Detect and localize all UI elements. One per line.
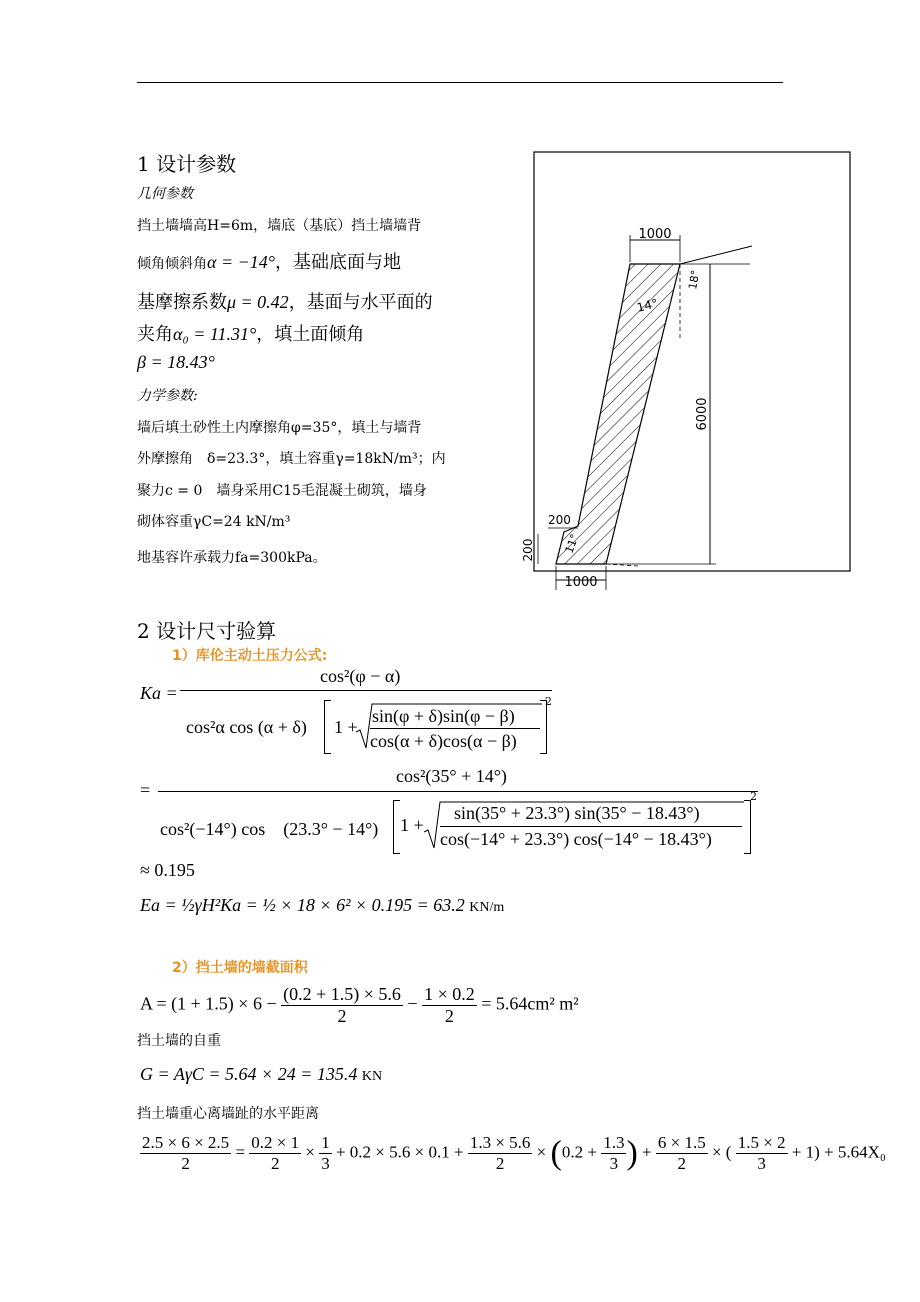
c-paren-close: ) bbox=[626, 1134, 638, 1172]
geom-label: 几何参数 bbox=[137, 186, 193, 202]
c-f7-num: 1.5 × 2 bbox=[737, 1133, 786, 1152]
sub2-heading: 2）挡土墙的墙截面积 bbox=[172, 960, 308, 976]
geom-line2b: ，基础底面与地 bbox=[274, 252, 401, 273]
section2-title: 2 设计尺寸验算 bbox=[137, 619, 277, 643]
kv-eq: = bbox=[140, 780, 151, 800]
c-f5-num: 1.3 bbox=[603, 1133, 625, 1152]
ka-root-den: cos(α + δ)cos(α − β) bbox=[370, 731, 517, 751]
geom-line1: 挡土墙墙高H=6m，墙底（基底）挡土墙墙背 bbox=[137, 218, 422, 234]
c-paren-in: 0.2 + bbox=[561, 1142, 597, 1162]
area-frac1-num: (0.2 + 1.5) × 5.6 bbox=[283, 984, 401, 1004]
c-frac5 bbox=[601, 1133, 626, 1174]
ka-one-plus: 1 + bbox=[334, 717, 358, 737]
c-frac2 bbox=[249, 1133, 301, 1174]
geom-line4 bbox=[137, 320, 364, 346]
geom-line4b: ，填土面倾角 bbox=[256, 324, 365, 345]
kv-one-plus: 1 + bbox=[400, 815, 424, 835]
c-tail: + 1) + 5.64X₀ bbox=[791, 1142, 886, 1162]
mech-line4: 砌体容重γC=24 kN/m³ bbox=[137, 514, 291, 530]
kv-root-num: sin(35° + 23.3°) sin(35° − 18.43°) bbox=[454, 803, 700, 823]
backfill-slope bbox=[680, 246, 752, 264]
c-frac4 bbox=[468, 1133, 533, 1174]
c-f4-num: 1.3 × 5.6 bbox=[469, 1133, 531, 1152]
kv-root-den: cos(−14° + 23.3°) cos(−14° − 18.43°) bbox=[440, 829, 712, 849]
ea-expr: Ea = ½γH²Ka = ½ × 18 × 6² × 0.195 = 63.2 bbox=[140, 895, 465, 915]
dim-toe-h-label: 200 bbox=[521, 538, 535, 562]
ka-fraction-bar bbox=[180, 690, 552, 691]
kv-bracket-left bbox=[393, 800, 400, 854]
kv-root-bar bbox=[440, 826, 742, 827]
area-frac2-num: 1 × 0.2 bbox=[424, 984, 475, 1004]
area-result: = 5.64cm² m² bbox=[481, 993, 579, 1014]
area-frac2 bbox=[422, 984, 477, 1027]
geom-line3b: ，基面与水平面的 bbox=[288, 292, 433, 313]
mech-line3: 聚力c = 0 墙身采用C15毛混凝土砌筑，墙身 bbox=[137, 483, 427, 499]
alpha0-expr: α₀ = 11.31° bbox=[173, 324, 257, 344]
centroid-label: 挡土墙重心离墙趾的水平距离 bbox=[137, 1106, 319, 1122]
dim-height-label: 6000 bbox=[695, 397, 710, 431]
ka-root-bar bbox=[370, 728, 540, 729]
c-mid: + 0.2 × 5.6 × 0.1 + bbox=[335, 1142, 464, 1162]
geom-line2a: 倾角倾斜角 bbox=[137, 256, 207, 272]
self-weight-label: 挡土墙的自重 bbox=[137, 1033, 221, 1049]
c-f3-num: 1 bbox=[321, 1133, 330, 1152]
area-expr-a: A = (1 + 1.5) × 6 − bbox=[140, 993, 277, 1014]
ka-root-num: sin(φ + δ)sin(φ − β) bbox=[372, 706, 515, 726]
mech-line2: 外摩擦角 δ=23.3°，填土容重γ=18kN/m³；内 bbox=[137, 451, 446, 467]
mech-line1: 墙后填土砂性土内摩擦角φ=35°，填土与墙背 bbox=[137, 420, 422, 436]
geom-line3a: 基摩擦系数 bbox=[137, 292, 227, 313]
ea-line bbox=[140, 895, 504, 916]
c-f7-den: 3 bbox=[757, 1154, 766, 1173]
geom-line2 bbox=[137, 248, 401, 274]
geom-line3 bbox=[137, 288, 433, 314]
section1-title: 1 设计参数 bbox=[137, 152, 237, 176]
angle-base-label: 11° bbox=[562, 532, 582, 556]
c-f2-den: 2 bbox=[270, 1154, 280, 1173]
angle-top-label: 18° bbox=[686, 269, 703, 291]
dim-bottom-label: 1000 bbox=[564, 575, 598, 590]
c-f6-den: 2 bbox=[677, 1154, 687, 1173]
c-f1-num: 2.5 × 6 × 2.5 bbox=[142, 1133, 230, 1152]
ka-square: 2 bbox=[545, 695, 552, 708]
dim-top-label: 1000 bbox=[638, 227, 672, 242]
angle-back-label: 14° bbox=[635, 296, 660, 315]
g-unit: KN bbox=[361, 1069, 383, 1084]
beta-expr: β = 18.43° bbox=[137, 352, 215, 372]
geom-line4a: 夹角 bbox=[137, 324, 173, 345]
area-minus: − bbox=[407, 993, 418, 1014]
c-f4-den: 2 bbox=[495, 1154, 505, 1173]
mu-expr: μ = 0.42 bbox=[227, 292, 289, 312]
ka-den-left: cos²α cos (α + δ) bbox=[186, 717, 307, 737]
kv-bracket-right bbox=[744, 800, 751, 854]
centroid-line bbox=[140, 1133, 886, 1174]
kv-fraction-bar bbox=[158, 791, 758, 792]
c-f6-num: 6 × 1.5 bbox=[657, 1133, 706, 1152]
c-eq: = bbox=[235, 1142, 246, 1162]
ka-result: ≈ 0.195 bbox=[140, 860, 195, 880]
c-f3-den: 3 bbox=[321, 1154, 330, 1173]
c-frac6 bbox=[656, 1133, 708, 1174]
retaining-wall-figure bbox=[520, 150, 852, 595]
c-plus: + bbox=[642, 1142, 652, 1162]
ka-bracket-left bbox=[324, 700, 331, 754]
dim-toe-w-label: 200 bbox=[548, 513, 571, 527]
header-rule bbox=[137, 82, 783, 83]
g-expr: G = AγC = 5.64 × 24 = 135.4 bbox=[140, 1064, 358, 1084]
c-times2: × bbox=[536, 1142, 547, 1162]
wall-section bbox=[556, 264, 680, 564]
sub1-heading: 1）库伦主动土压力公式: bbox=[172, 648, 328, 664]
c-frac3 bbox=[319, 1133, 332, 1174]
c-f2-num: 0.2 × 1 bbox=[251, 1133, 300, 1152]
area-line bbox=[140, 984, 579, 1027]
ka-symbol: Ka = bbox=[140, 683, 178, 703]
kv-den-left: cos²(−14°) cos (23.3° − 14°) bbox=[160, 819, 379, 839]
c-f1-den: 2 bbox=[181, 1154, 190, 1173]
mech-label: 力学参数: bbox=[137, 388, 198, 404]
alpha-expr: α = −14° bbox=[207, 252, 275, 272]
area-frac2-den: 2 bbox=[444, 1006, 454, 1026]
c-frac7 bbox=[736, 1133, 788, 1174]
ka-numerator: cos²(φ − α) bbox=[320, 666, 401, 686]
c-f5-den: 3 bbox=[609, 1154, 619, 1173]
area-frac1-den: 2 bbox=[337, 1006, 347, 1026]
c-times1: × bbox=[305, 1142, 315, 1162]
area-frac1 bbox=[281, 984, 403, 1027]
kv-square: 2 bbox=[750, 790, 757, 803]
g-line bbox=[140, 1064, 382, 1085]
c-times3: × ( bbox=[711, 1142, 732, 1162]
c-paren-open: ( bbox=[550, 1134, 562, 1172]
ea-unit: KN/m bbox=[469, 900, 505, 915]
c-frac1 bbox=[140, 1133, 231, 1174]
kv-numerator: cos²(35° + 14°) bbox=[396, 766, 507, 786]
mech-line5: 地基容许承载力fa=300kPa。 bbox=[137, 550, 327, 566]
